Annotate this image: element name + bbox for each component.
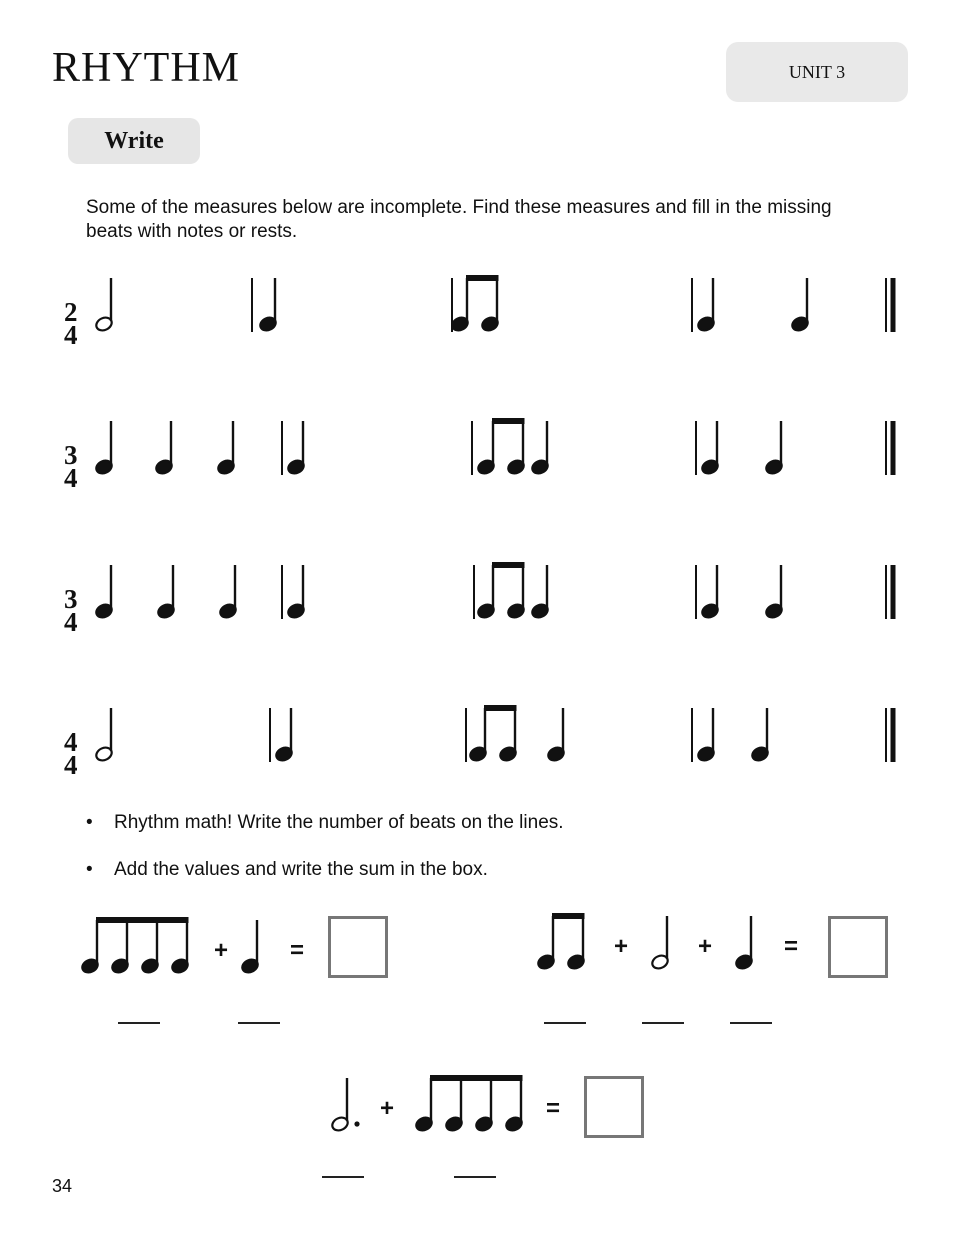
beam bbox=[552, 913, 585, 919]
eighth-note-pair bbox=[476, 562, 526, 620]
augmentation-dot bbox=[354, 1121, 359, 1126]
quarter-note bbox=[764, 421, 784, 476]
bullet-item bbox=[86, 812, 564, 834]
eighth-note-pair bbox=[476, 418, 526, 476]
answer-line[interactable] bbox=[454, 1176, 496, 1178]
quarter-note bbox=[750, 708, 770, 763]
plus-sign: + bbox=[614, 933, 629, 960]
bullet-text: Rhythm math! Write the number of beats on the lines. bbox=[114, 812, 564, 833]
time-signature-bottom: 4 bbox=[64, 750, 78, 780]
half-note bbox=[94, 708, 114, 763]
staff-line bbox=[64, 562, 893, 637]
sum-box-2[interactable] bbox=[828, 916, 888, 978]
answer-line[interactable] bbox=[642, 1022, 684, 1024]
math-problem bbox=[536, 913, 798, 971]
four-eighth-notes bbox=[80, 917, 190, 975]
time-signature-top: 4 bbox=[64, 727, 78, 757]
quarter-note bbox=[154, 421, 174, 476]
rhythm-staffs bbox=[64, 275, 893, 780]
quarter-note bbox=[94, 421, 114, 476]
quarter-note bbox=[286, 565, 306, 620]
quarter-note bbox=[700, 565, 720, 620]
equals-sign: = bbox=[290, 937, 305, 964]
quarter-note bbox=[94, 565, 114, 620]
time-signature-top: 2 bbox=[64, 297, 78, 327]
time-signature-top: 3 bbox=[64, 584, 78, 614]
time-signature-bottom: 4 bbox=[64, 463, 78, 493]
unit-label: UNIT 3 bbox=[726, 42, 908, 102]
quarter-note bbox=[156, 565, 176, 620]
page-number: 34 bbox=[52, 1176, 73, 1196]
half-note bbox=[94, 278, 114, 333]
half-note bbox=[330, 1078, 350, 1133]
time-signature-top: 3 bbox=[64, 440, 78, 470]
quarter-note bbox=[546, 708, 566, 763]
staff-line bbox=[64, 418, 893, 493]
equals-sign: = bbox=[546, 1095, 561, 1122]
answer-line[interactable] bbox=[730, 1022, 772, 1024]
plus-sign: + bbox=[380, 1095, 395, 1122]
quarter-note bbox=[734, 916, 754, 971]
beam bbox=[430, 1075, 523, 1081]
eighth-note-pair bbox=[450, 275, 500, 333]
answer-line[interactable] bbox=[238, 1022, 280, 1024]
staff-line bbox=[64, 705, 893, 780]
time-signature-bottom: 4 bbox=[64, 607, 78, 637]
time-signature bbox=[64, 584, 78, 637]
staff-line bbox=[64, 275, 893, 350]
time-signature bbox=[64, 727, 78, 780]
instructions-text: Some of the measures below are incomplete. Find these measures and fill in the missing beats with notes or rests. bbox=[86, 197, 832, 242]
bullet-icon: • bbox=[86, 859, 93, 880]
quarter-note bbox=[696, 278, 716, 333]
math-problem bbox=[80, 917, 304, 975]
quarter-note bbox=[530, 421, 550, 476]
answer-line[interactable] bbox=[322, 1176, 364, 1178]
quarter-note bbox=[240, 920, 260, 975]
answer-line[interactable] bbox=[544, 1022, 586, 1024]
equals-sign: = bbox=[784, 933, 799, 960]
time-signature bbox=[64, 297, 78, 350]
quarter-note bbox=[258, 278, 278, 333]
plus-sign: + bbox=[214, 937, 229, 964]
beam bbox=[96, 917, 189, 923]
bullet-icon: • bbox=[86, 812, 93, 833]
time-signature bbox=[64, 440, 78, 493]
four-eighth-notes bbox=[414, 1075, 524, 1133]
beam bbox=[492, 562, 525, 568]
section-tab-write: Write bbox=[68, 118, 200, 164]
quarter-note bbox=[700, 421, 720, 476]
quarter-note bbox=[218, 565, 238, 620]
quarter-note bbox=[216, 421, 236, 476]
beam bbox=[484, 705, 517, 711]
time-signature-bottom: 4 bbox=[64, 320, 78, 350]
bullet-text: Add the values and write the sum in the box. bbox=[114, 859, 488, 880]
bullet-item bbox=[86, 859, 488, 881]
quarter-note bbox=[530, 565, 550, 620]
eighth-note-pair bbox=[468, 705, 518, 763]
half-note bbox=[650, 916, 670, 971]
quarter-note bbox=[790, 278, 810, 333]
page-title: RHYTHM bbox=[52, 45, 241, 91]
eighth-note-pair bbox=[536, 913, 586, 971]
quarter-note bbox=[274, 708, 294, 763]
quarter-note bbox=[696, 708, 716, 763]
sum-box-1[interactable] bbox=[328, 916, 388, 978]
beam bbox=[466, 275, 499, 281]
sum-box-3[interactable] bbox=[584, 1076, 644, 1138]
quarter-note bbox=[286, 421, 306, 476]
beam bbox=[492, 418, 525, 424]
answer-line[interactable] bbox=[118, 1022, 160, 1024]
rhythm-math-figures bbox=[80, 913, 798, 1133]
math-problem bbox=[330, 1075, 560, 1133]
plus-sign: + bbox=[698, 933, 713, 960]
quarter-note bbox=[764, 565, 784, 620]
